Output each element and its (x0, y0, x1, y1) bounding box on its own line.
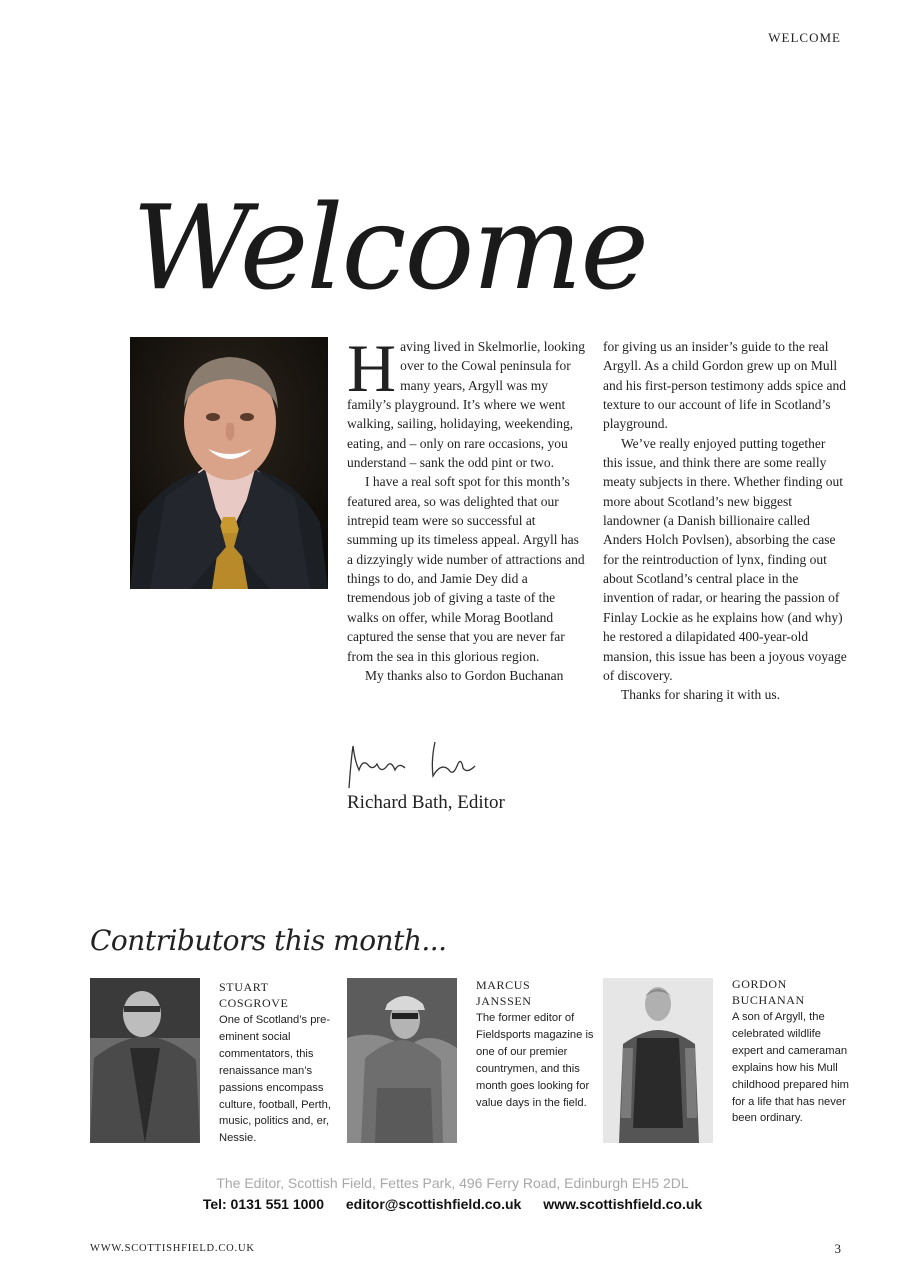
editorial-paragraph: We’ve really enjoyed putting together this issue, and think there are some really meaty subjects in there. Whether finding out more about Scotland’s new biggest landowner (a Danish billionaire called Anders Holch Povlsen), absorbing the case for the reintroduction of lynx, finding out about Scotland’s central place in the invention of radar, or hearing the passion of Finlay Lockie as he explains how (and why) he restored a dilapidated 400-year-old mansion, this issue has been a joyous voyage of discovery. (603, 435, 847, 683)
contributors-heading: Contributors this month... (90, 924, 447, 957)
editorial-paragraph: for giving us an insider’s guide to the real Argyll. As a child Gordon grew up on Mull and his first-person testimony adds spice and texture to our account of life in Scotland’s playground. (603, 339, 846, 432)
contributor-photo (603, 978, 713, 1143)
page-number: 3 (834, 1241, 841, 1256)
contributor-bio: The former editor of Fieldsports magazine is one of our premier countrymen, and this month goes looking for value days in the field. (476, 1012, 594, 1109)
contact-line (0, 1196, 905, 1212)
website-link[interactable]: www.scottishfield.co.uk (543, 1196, 703, 1212)
editor-signature (345, 740, 485, 792)
editorial-paragraph: Thanks for sharing it with us. (621, 687, 780, 703)
page-title: Welcome (132, 181, 647, 316)
footer-url: WWW.SCOTTISHFIELD.CO.UK (90, 1243, 255, 1254)
section-label: WELCOME (768, 30, 841, 45)
editorial-paragraph: My thanks also to Gordon Buchanan (365, 667, 564, 683)
contributor-photo (90, 978, 200, 1143)
contributor-name: MARCUS JANSSEN (476, 978, 532, 1008)
contributor-photo (347, 978, 457, 1143)
contributor-name: STUART COSGROVE (219, 980, 289, 1010)
editor-portrait (130, 337, 328, 589)
editor-signoff: Richard Bath, Editor (347, 792, 505, 813)
telephone: Tel: 0131 551 1000 (202, 1196, 324, 1212)
editorial-paragraph: I have a real soft spot for this month’s featured area, so was delighted that our intrepid team were so successful at summing up its timeless appeal. Argyll has a dizzyingly wide number of attractions and things to do, and Jamie Dey did a tremendous job of giving a taste of the walks on offer, while Morag Bootland captured the sense that you are never far from the sea in this glorious region. (347, 474, 585, 664)
editorial-paragraph: aving lived in Skelmorlie, looking over to the Cowal peninsula for many years, Argyll was my family’s playground. It’s where we went walking, sailing, holidaying, weekending, eating, and – only on rare occasions, you understand – sank the odd pint or two. (347, 339, 585, 471)
contributor-name: GORDON BUCHANAN (732, 977, 805, 1007)
drop-cap: H (347, 330, 397, 406)
contributor-bio: A son of Argyll, the celebrated wildlife expert and cameraman explains how his Mull childhood prepared him for a life that has never been ordinary. (732, 1011, 849, 1125)
email-link[interactable]: editor@scottishfield.co.uk (345, 1196, 522, 1212)
editorial-column-1 (347, 330, 585, 685)
contributor-bio: One of Scotland’s pre-eminent social commentators, this renaissance man’s passions encompass culture, football, Perth, music, politics and, er, Nessie. (219, 1014, 331, 1145)
editorial-column-2 (603, 337, 847, 705)
editor-address: The Editor, Scottish Field, Fettes Park, 496 Ferry Road, Edinburgh EH5 2DL (216, 1175, 689, 1191)
